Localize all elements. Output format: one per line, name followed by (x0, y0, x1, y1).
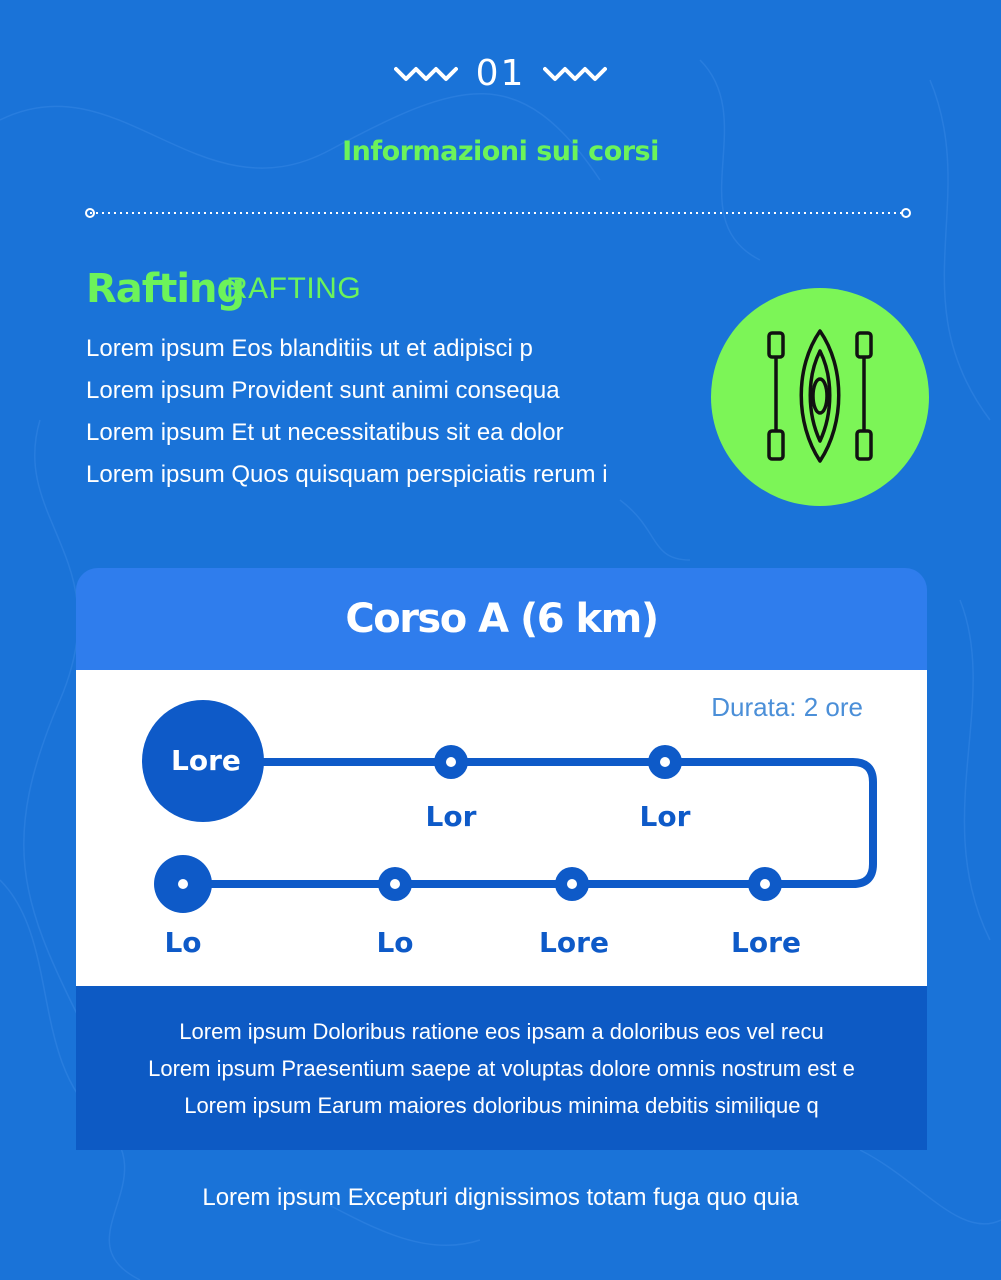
route-stop-label: Lo (164, 926, 202, 959)
course-duration: Durata: 2 ore (711, 692, 863, 722)
route-stop-label: Lo (376, 926, 414, 959)
route-stop-marker (555, 867, 589, 901)
route-stop-label: Lore (539, 926, 609, 959)
section-heading-ghost: RAFTING (226, 272, 362, 305)
course-card-header (76, 568, 927, 670)
route-end-marker (154, 855, 212, 913)
route-stop-label: Lore (731, 926, 801, 959)
course-description-line: Lorem ipsum Praesentium saepe at voluptas dolore omnis nostrum est e (148, 1055, 855, 1081)
route-stop-marker (378, 867, 412, 901)
intro-line: Lorem ipsum Et ut necessitatibus sit ea dolor (86, 419, 564, 446)
intro-line: Lorem ipsum Quos quisquam perspiciatis rerum i (86, 461, 608, 488)
course-title: Corso A (6 km) (345, 596, 658, 642)
course-card (76, 568, 927, 1150)
intro-line: Lorem ipsum Provident sunt animi consequa (86, 377, 560, 404)
section-number-header (0, 48, 1001, 98)
kayak-paddles-icon (765, 327, 875, 467)
route-line (183, 762, 873, 884)
dotted-divider (84, 206, 912, 220)
route-stop-marker (434, 745, 468, 779)
page-subtitle: Informazioni sui corsi (342, 136, 659, 167)
intro-text (86, 328, 686, 496)
rafting-badge (711, 288, 929, 506)
route-stop-label: Lor (425, 800, 477, 833)
intro-line: Lorem ipsum Eos blanditiis ut et adipisci p (86, 335, 533, 362)
zigzag-left-icon (394, 63, 458, 83)
section-heading-main: Rafting (86, 266, 245, 312)
route-stop-marker (648, 745, 682, 779)
course-description-line: Lorem ipsum Doloribus ratione eos ipsam a doloribus eos vel recu (179, 1018, 824, 1044)
route-start-label: Lore (171, 744, 241, 777)
route-stop-label: Lor (639, 800, 691, 833)
route-stop-marker (748, 867, 782, 901)
zigzag-right-icon (543, 63, 607, 83)
course-description (76, 986, 927, 1150)
course-route-panel (76, 670, 927, 986)
section-number: 01 (475, 52, 526, 94)
footer-text: Lorem ipsum Excepturi dignissimos totam fuga quo quia (202, 1184, 799, 1211)
course-description-line: Lorem ipsum Earum maiores doloribus minima debitis similique q (184, 1092, 819, 1118)
